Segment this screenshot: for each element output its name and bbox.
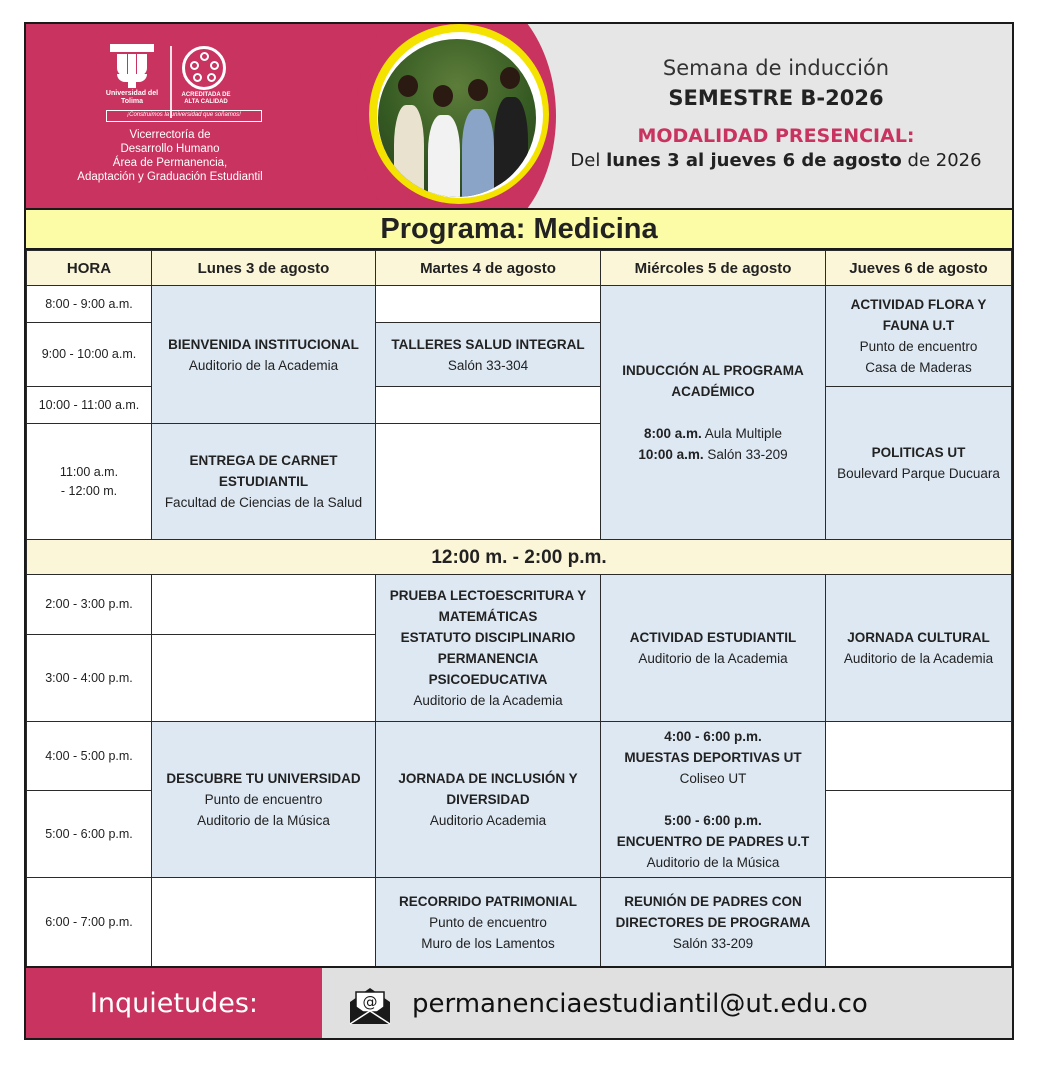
event-flora-fauna	[825, 285, 1012, 387]
vicerrectoria-line: Adaptación y Graduación Estudiantil	[77, 171, 263, 183]
event-place: Punto de encuentro	[204, 792, 323, 807]
contact-email[interactable]: permanenciaestudiantil@ut.edu.co	[412, 989, 868, 1019]
empty-slot	[375, 285, 601, 323]
event-detail	[638, 444, 787, 465]
event-place: Aula Multiple	[701, 426, 783, 441]
column-header-tuesday: Martes 4 de agosto	[375, 250, 601, 286]
program-title: Programa: Medicina	[26, 208, 1012, 250]
time-slot: 5:00 - 6:00 p.m.	[26, 790, 152, 878]
event-title: ESTATUTO DISCIPLINARIO	[400, 630, 576, 645]
event-induccion-programa	[600, 285, 826, 540]
event-jornada-cultural	[825, 574, 1012, 722]
event-place: Salón 33-209	[672, 936, 754, 951]
university-name-logo-text: Universidad del Tolima	[105, 90, 159, 105]
event-title: JORNADA DE INCLUSIÓN Y DIVERSIDAD	[398, 771, 578, 807]
time-slot: 2:00 - 3:00 p.m.	[26, 574, 152, 635]
event-place: Auditorio de la Música	[646, 855, 780, 870]
vicerrectoria-line: Desarrollo Humano	[120, 143, 220, 155]
induction-poster	[24, 22, 1014, 1040]
event-place: Auditorio de la Academia	[843, 651, 994, 666]
dates-suffix: de 2026	[901, 150, 982, 171]
event-title: REUNIÓN DE PADRES CON DIRECTORES DE PROGRAMA	[615, 894, 811, 930]
empty-slot	[151, 634, 376, 722]
event-place: Facultad de Ciencias de la Salud	[164, 495, 363, 510]
event-prueba-lectoescritura	[375, 574, 601, 722]
event-politicas-ut	[825, 386, 1012, 540]
student-figure	[428, 115, 460, 197]
title-dates	[556, 150, 996, 171]
accreditation-text: ACREDITADA DE ALTA CALIDAD	[181, 92, 231, 105]
vicerrectoria-line: Vicerrectoría de	[129, 129, 211, 141]
event-reunion-padres	[600, 877, 826, 968]
svg-text:@: @	[362, 993, 378, 1011]
column-header-hora: HORA	[26, 250, 152, 286]
event-entrega-carnet	[151, 423, 376, 540]
event-time: 5:00 - 6:00 p.m.	[664, 813, 762, 828]
event-title: ENCUENTRO DE PADRES U.T	[616, 834, 810, 849]
event-time: 10:00 a.m.	[638, 447, 704, 462]
student-figure	[394, 105, 424, 197]
event-jornada-inclusion	[375, 721, 601, 878]
event-time: 8:00 a.m.	[643, 426, 702, 441]
event-place: Muro de los Lamentos	[421, 936, 555, 951]
event-title: PRUEBA LECTOESCRITURA Y MATEMÁTICAS	[389, 588, 587, 624]
event-title: ACTIVIDAD ESTUDIANTIL	[629, 630, 797, 645]
dates-range: lunes 3 al jueves 6 de agosto	[606, 150, 902, 171]
event-title: ACTIVIDAD FLORA Y FAUNA U.T	[850, 297, 987, 333]
footer-contact	[26, 966, 1012, 1040]
student-head	[433, 85, 453, 107]
title-induction-week: Semana de inducción	[662, 56, 890, 80]
empty-slot	[375, 386, 601, 424]
student-figure	[494, 97, 528, 197]
event-title: JORNADA CULTURAL	[847, 630, 990, 645]
dates-prefix: Del	[570, 150, 607, 171]
event-place: Auditorio de la Academia	[413, 693, 563, 708]
event-deportes-padres	[600, 721, 826, 878]
event-title: MUESTAS DEPORTIVAS UT	[624, 750, 802, 765]
event-title: POLITICAS UT	[871, 445, 966, 460]
event-title: TALLERES SALUD INTEGRAL	[391, 336, 585, 352]
title-modality: MODALIDAD PRESENCIAL:	[637, 125, 915, 147]
column-header-monday: Lunes 3 de agosto	[151, 250, 376, 286]
empty-slot	[825, 877, 1012, 968]
envelope-at-icon	[348, 984, 392, 1026]
event-title: ENTREGA DE CARNET ESTUDIANTIL	[189, 453, 338, 489]
university-slogan: ¡Construimos la universidad que soñamos!	[106, 110, 262, 122]
event-place: Boulevard Parque Ducuara	[837, 466, 1000, 481]
event-recorrido-patrimonial	[375, 877, 601, 968]
vicerrectoria-block	[70, 128, 270, 184]
time-slot: 3:00 - 4:00 p.m.	[26, 634, 152, 722]
event-detail	[644, 423, 782, 444]
header-banner	[26, 24, 1012, 208]
event-title: PERMANENCIA PSICOEDUCATIVA	[428, 651, 548, 687]
student-head	[468, 79, 488, 101]
event-place: Auditorio de la Academia	[188, 357, 339, 373]
column-header-wednesday: Miércoles 5 de agosto	[600, 250, 826, 286]
empty-slot	[151, 877, 376, 968]
event-title: DESCUBRE TU UNIVERSIDAD	[166, 771, 361, 786]
lunch-break-bar: 12:00 m. - 2:00 p.m.	[26, 539, 1012, 575]
event-place: Salón 33-209	[703, 447, 788, 462]
time-slot: 6:00 - 7:00 p.m.	[26, 877, 152, 968]
time-slot: 9:00 - 10:00 a.m.	[26, 322, 152, 387]
title-semester: SEMESTRE B-2026	[668, 86, 884, 110]
event-actividad-estudiantil	[600, 574, 826, 722]
vicerrectoria-line: Área de Permanencia,	[112, 157, 228, 169]
students-photo	[378, 39, 536, 197]
event-place: Auditorio Academia	[429, 813, 547, 828]
empty-slot	[825, 790, 1012, 878]
event-bienvenida	[151, 285, 376, 424]
time-slot: 8:00 - 9:00 a.m.	[26, 285, 152, 323]
student-head	[500, 67, 520, 89]
student-figure	[462, 109, 494, 197]
event-title: BIENVENIDA INSTITUCIONAL	[168, 336, 359, 352]
event-title: INDUCCIÓN AL PROGRAMA ACADÉMICO	[622, 363, 804, 399]
accreditation-seal-icon	[182, 46, 226, 90]
time-slot: 4:00 - 5:00 p.m.	[26, 721, 152, 791]
student-head	[398, 75, 418, 97]
footer-label: Inquietudes:	[89, 988, 259, 1019]
event-descubre-universidad	[151, 721, 376, 878]
ut-logo-icon	[110, 44, 154, 88]
empty-slot	[375, 423, 601, 540]
empty-slot	[151, 574, 376, 635]
time-slot	[26, 423, 152, 540]
event-talleres-salud	[375, 322, 601, 387]
event-place: Salón 33-304	[447, 357, 529, 373]
event-place: Auditorio de la Música	[197, 813, 330, 828]
event-place: Coliseo UT	[679, 771, 747, 786]
event-place: Auditorio de la Academia	[638, 651, 788, 666]
event-place: Casa de Maderas	[865, 360, 972, 375]
event-place: Punto de encuentro	[859, 339, 978, 354]
time-slot-line: - 12:00 m.	[60, 483, 118, 498]
logo-divider	[170, 46, 172, 118]
time-slot: 10:00 - 11:00 a.m.	[26, 386, 152, 424]
column-header-thursday: Jueves 6 de agosto	[825, 250, 1012, 286]
time-slot-line: 11:00 a.m.	[59, 464, 119, 479]
empty-slot	[825, 721, 1012, 791]
event-title: RECORRIDO PATRIMONIAL	[399, 894, 577, 909]
event-place: Punto de encuentro	[429, 915, 547, 930]
event-time: 4:00 - 6:00 p.m.	[664, 729, 762, 744]
